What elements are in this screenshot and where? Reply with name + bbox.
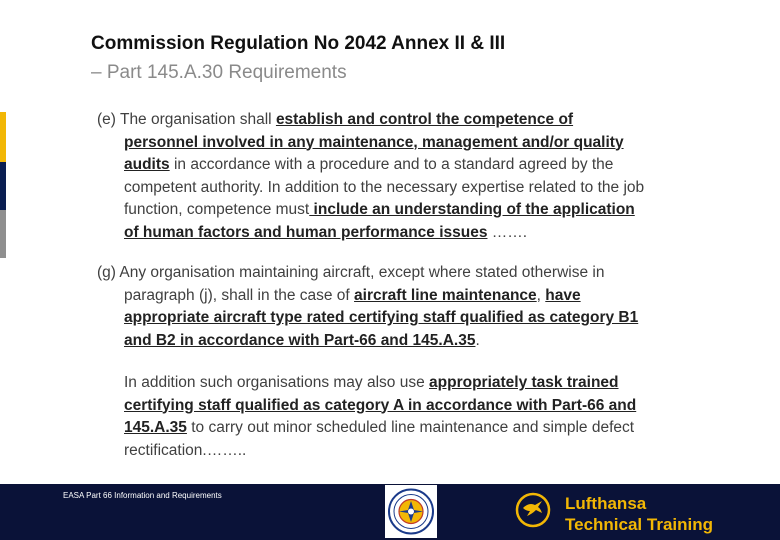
text-line: (g) Any organisation maintaining aircraft, except where stated otherwise in	[97, 264, 605, 281]
text-line: (e) The organisation shall establish and control the competence of	[97, 111, 574, 128]
text-line: paragraph (j), shall in the case of aircraft line maintenance, have	[124, 286, 581, 304]
accent-bar-navy	[0, 162, 6, 210]
accent-bar-yellow	[0, 112, 6, 162]
text-line: certifying staff qualified as category A in accordance with Part-66 and	[124, 396, 637, 414]
crane-logo-icon	[515, 492, 551, 528]
paragraph-addition	[124, 372, 738, 462]
text-line: audits in accordance with a procedure and to a standard agreed by the	[124, 156, 614, 173]
paragraph-e	[97, 109, 737, 244]
text-line: rectification.……..	[124, 441, 247, 459]
text-line: competent authority. In addition to the necessary expertise related to the job	[124, 178, 645, 196]
slide-title: Commission Regulation No 2042 Annex II & III	[91, 33, 506, 54]
footer-text: EASA Part 66 Information and Requirements	[63, 491, 222, 500]
text-line: personnel involved in any maintenance, management and/or quality	[124, 133, 624, 151]
slide-subtitle: – Part 145.A.30 Requirements	[91, 62, 347, 83]
brand-tagline: Technical Training	[565, 515, 713, 534]
brand-name: Lufthansa	[565, 494, 647, 513]
text-line: of human factors and human performance issues …….	[124, 223, 528, 241]
footer-bar	[0, 484, 780, 540]
university-seal-icon	[385, 485, 437, 538]
paragraph-g	[97, 262, 737, 352]
text-line: and B2 in accordance with Part-66 and 145.A.35.	[124, 331, 480, 349]
accent-bar-gray	[0, 210, 6, 258]
text-line: In addition such organisations may also use appropriately task trained	[124, 374, 619, 391]
text-line: appropriate aircraft type rated certifying staff qualified as category B1	[124, 309, 639, 326]
text-line: 145.A.35 to carry out minor scheduled line maintenance and simple defect	[124, 419, 635, 436]
text-line: function, competence must include an understanding of the application	[124, 201, 635, 218]
